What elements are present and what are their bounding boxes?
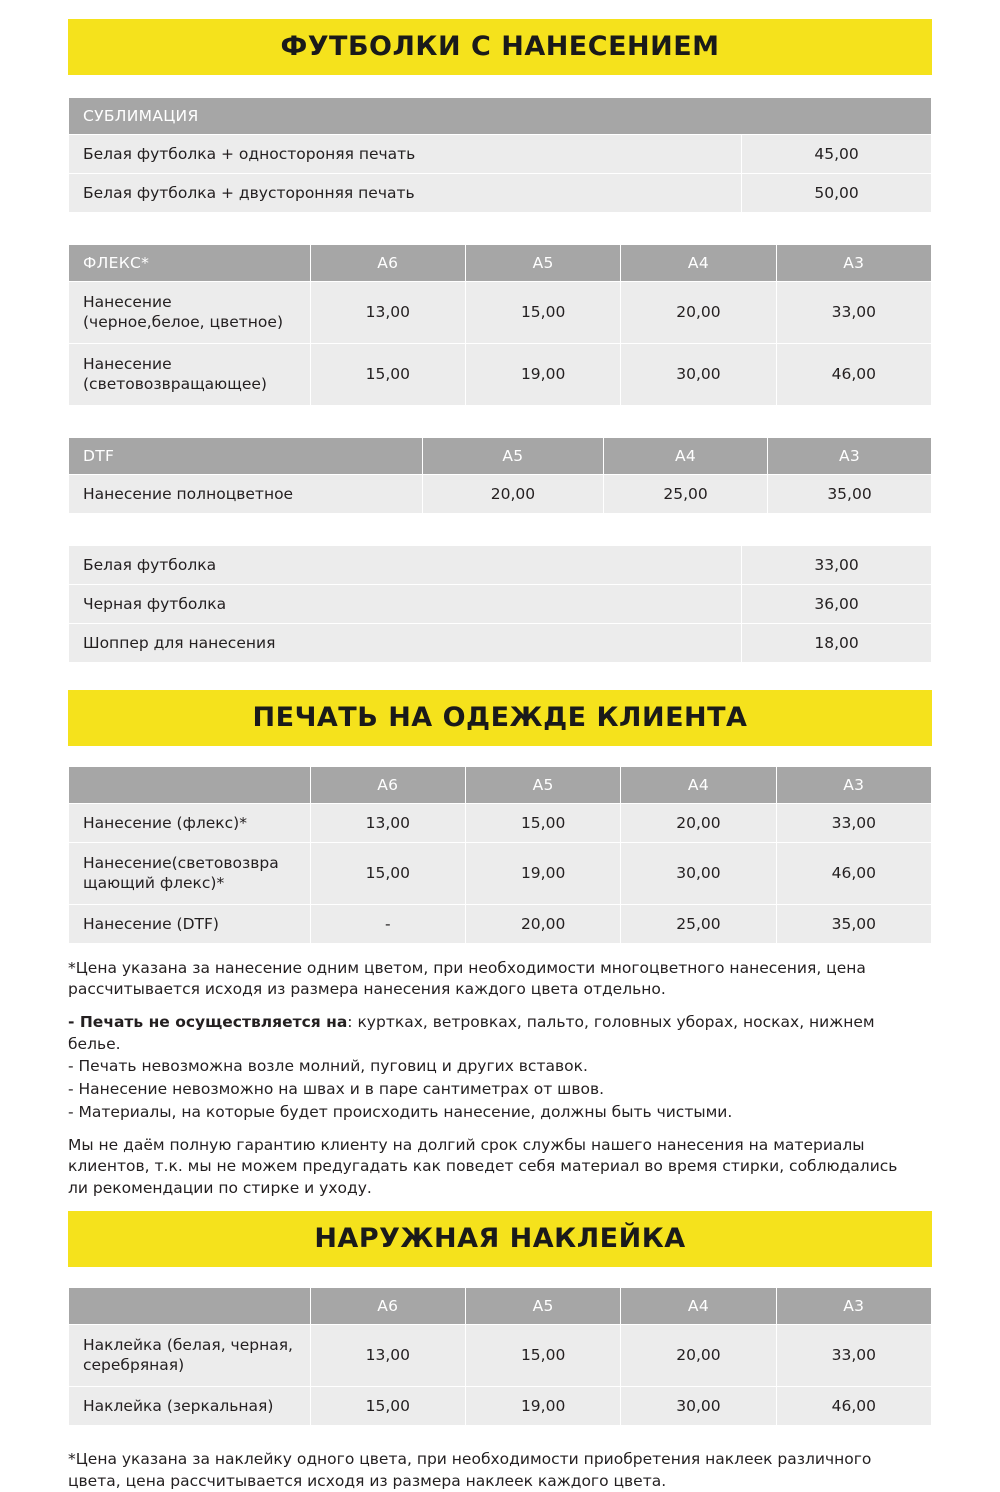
cell-value: 20,00: [621, 282, 776, 344]
note-bold: - Печать не осуществляется на: [68, 1013, 348, 1032]
row-label: [69, 1324, 311, 1386]
note-clean: - Материалы, на которые будет происходить нанесение, должны быть чистыми.: [68, 1102, 733, 1121]
col-a6: А6: [310, 1287, 465, 1324]
spacer: [68, 406, 932, 419]
cell-value: 46,00: [776, 1386, 931, 1425]
table-row: [69, 174, 932, 213]
cell-value: 20,00: [621, 1324, 776, 1386]
row-label: Наклейка (зеркальная): [69, 1386, 311, 1425]
footnote-line: *Цена указана за наклейку одного цвета, при необходимости приобретения наклеек различного: [68, 1449, 872, 1468]
row-price: 33,00: [742, 545, 932, 584]
price-list-page: [0, 19, 1000, 1490]
note-line: Мы не даём полную гарантию клиенту на долгий срок службы нашего нанесения на материалы: [68, 1135, 865, 1154]
empty-header: [69, 1287, 311, 1324]
table-goods: [68, 545, 932, 663]
row-label-line1: Нанесение: [83, 354, 172, 373]
table-row: [69, 842, 932, 904]
row-price: 36,00: [742, 584, 932, 623]
table-row: [69, 245, 932, 282]
col-a3: А3: [768, 437, 932, 474]
cell-value: 15,00: [310, 842, 465, 904]
table-row: [69, 343, 932, 405]
cell-value: 15,00: [465, 282, 620, 344]
table-row: [69, 1386, 932, 1425]
cell-value: 35,00: [768, 474, 932, 513]
cell-value: 15,00: [465, 803, 620, 842]
empty-header: [69, 766, 311, 803]
note-zippers: - Печать невозможна возле молний, пуговиц и других вставок.: [68, 1057, 588, 1076]
row-label-line2: серебряная): [83, 1356, 185, 1375]
cell-value: 20,00: [621, 803, 776, 842]
cell-value: 20,00: [422, 474, 603, 513]
col-a4: А4: [621, 245, 776, 282]
cell-value: 46,00: [776, 343, 931, 405]
note-not-printed-on: [68, 1012, 932, 1055]
table-row: [69, 98, 932, 135]
cell-value: 19,00: [465, 343, 620, 405]
table-sticker: [68, 1287, 932, 1426]
table-row: [69, 904, 932, 943]
cell-value: 35,00: [776, 904, 931, 943]
table-flex: [68, 244, 932, 406]
table-row: [69, 623, 932, 662]
table-row: [69, 803, 932, 842]
row-label-line2: (черное,белое, цветное): [83, 313, 283, 332]
table-dtf: [68, 437, 932, 514]
sublimation-header: СУБЛИМАЦИЯ: [69, 98, 932, 135]
row-label-line1: Нанесение: [83, 293, 172, 311]
section-title-tshirts: ФУТБОЛКИ С НАНЕСЕНИЕМ: [68, 19, 932, 75]
dtf-header: DTF: [69, 437, 423, 474]
footnote-sticker: [68, 1448, 932, 1492]
table-row: [69, 474, 932, 513]
cell-value: -: [310, 904, 465, 943]
notes-block: [68, 958, 932, 1200]
spacer: [68, 514, 932, 527]
cell-value: 13,00: [310, 1324, 465, 1386]
cell-value: 13,00: [310, 803, 465, 842]
cell-value: 15,00: [465, 1324, 620, 1386]
cell-value: 33,00: [776, 1324, 931, 1386]
note-multicolor: [68, 958, 932, 1001]
table-row: [69, 766, 932, 803]
table-row: [69, 1324, 932, 1386]
cell-value: 33,00: [776, 803, 931, 842]
cell-value: 15,00: [310, 343, 465, 405]
row-label-line2: (световозвращающее): [83, 375, 267, 394]
row-label: [69, 842, 311, 904]
row-label: Нанесение полноцветное: [69, 474, 423, 513]
cell-value: 19,00: [465, 842, 620, 904]
col-a4: А4: [621, 766, 776, 803]
footnote-line: цвета, цена рассчитывается исходя из размера наклеек каждого цвета.: [68, 1471, 667, 1490]
col-a5: А5: [465, 245, 620, 282]
col-a4: А4: [621, 1287, 776, 1324]
col-a3: А3: [776, 766, 931, 803]
table-row: [69, 1287, 932, 1324]
row-label: Белая футболка + двусторонняя печать: [69, 174, 742, 213]
row-label: Нанесение (флекс)*: [69, 803, 311, 842]
cell-value: 30,00: [621, 842, 776, 904]
table-row: [69, 437, 932, 474]
table-client-print: [68, 766, 932, 944]
row-label-line1: Нанесение(световозвра: [83, 853, 279, 872]
row-label: [69, 343, 311, 405]
section-title-client-print: ПЕЧАТЬ НА ОДЕЖДЕ КЛИЕНТА: [68, 690, 932, 746]
spacer: [68, 213, 932, 226]
row-label: Шоппер для нанесения: [69, 623, 742, 662]
note-line: ли рекомендации по стирке и уходу.: [68, 1178, 372, 1197]
cell-value: 25,00: [604, 474, 768, 513]
table-row: [69, 545, 932, 584]
col-a6: А6: [310, 766, 465, 803]
col-a6: А6: [310, 245, 465, 282]
note-line: *Цена указана за нанесение одним цветом, при необходимости многоцветного нанесения, цена: [68, 958, 866, 977]
section-title-sticker: НАРУЖНАЯ НАКЛЕЙКА: [68, 1211, 932, 1267]
col-a5: А5: [422, 437, 603, 474]
cell-value: 46,00: [776, 842, 931, 904]
col-a5: А5: [465, 1287, 620, 1324]
table-sublimation: [68, 97, 932, 213]
cell-value: 19,00: [465, 1386, 620, 1425]
row-label: Нанесение (DTF): [69, 904, 311, 943]
cell-value: 15,00: [310, 1386, 465, 1425]
row-label: [69, 282, 311, 344]
row-price: 50,00: [742, 174, 932, 213]
note-line: клиентов, т.к. мы не можем предугадать как поведет себя материал во время стирки, соблюдались: [68, 1157, 898, 1176]
cell-value: 30,00: [621, 343, 776, 405]
row-label: Белая футболка: [69, 545, 742, 584]
col-a3: А3: [776, 1287, 931, 1324]
cell-value: 13,00: [310, 282, 465, 344]
note-warranty: [68, 1135, 932, 1200]
row-label-line2: щающий флекс)*: [83, 874, 225, 893]
note-line: рассчитывается исходя из размера нанесения каждого цвета отдельно.: [68, 980, 666, 999]
table-row: [69, 584, 932, 623]
row-label: Белая футболка + одностороняя печать: [69, 135, 742, 174]
flex-header: ФЛЕКС*: [69, 245, 311, 282]
note-line: : куртках, ветровках, пальто, головных уборах, носках, нижнем белье.: [68, 1013, 875, 1053]
col-a4: А4: [604, 437, 768, 474]
cell-value: 30,00: [621, 1386, 776, 1425]
table-row: [69, 282, 932, 344]
row-price: 18,00: [742, 623, 932, 662]
col-a3: А3: [776, 245, 931, 282]
row-label: Черная футболка: [69, 584, 742, 623]
cell-value: 20,00: [465, 904, 620, 943]
row-label-line1: Наклейка (белая, черная,: [83, 1335, 293, 1354]
cell-value: 33,00: [776, 282, 931, 344]
table-row: [69, 135, 932, 174]
note-seams: - Нанесение невозможно на швах и в паре сантиметрах от швов.: [68, 1080, 605, 1099]
cell-value: 25,00: [621, 904, 776, 943]
col-a5: А5: [465, 766, 620, 803]
row-price: 45,00: [742, 135, 932, 174]
